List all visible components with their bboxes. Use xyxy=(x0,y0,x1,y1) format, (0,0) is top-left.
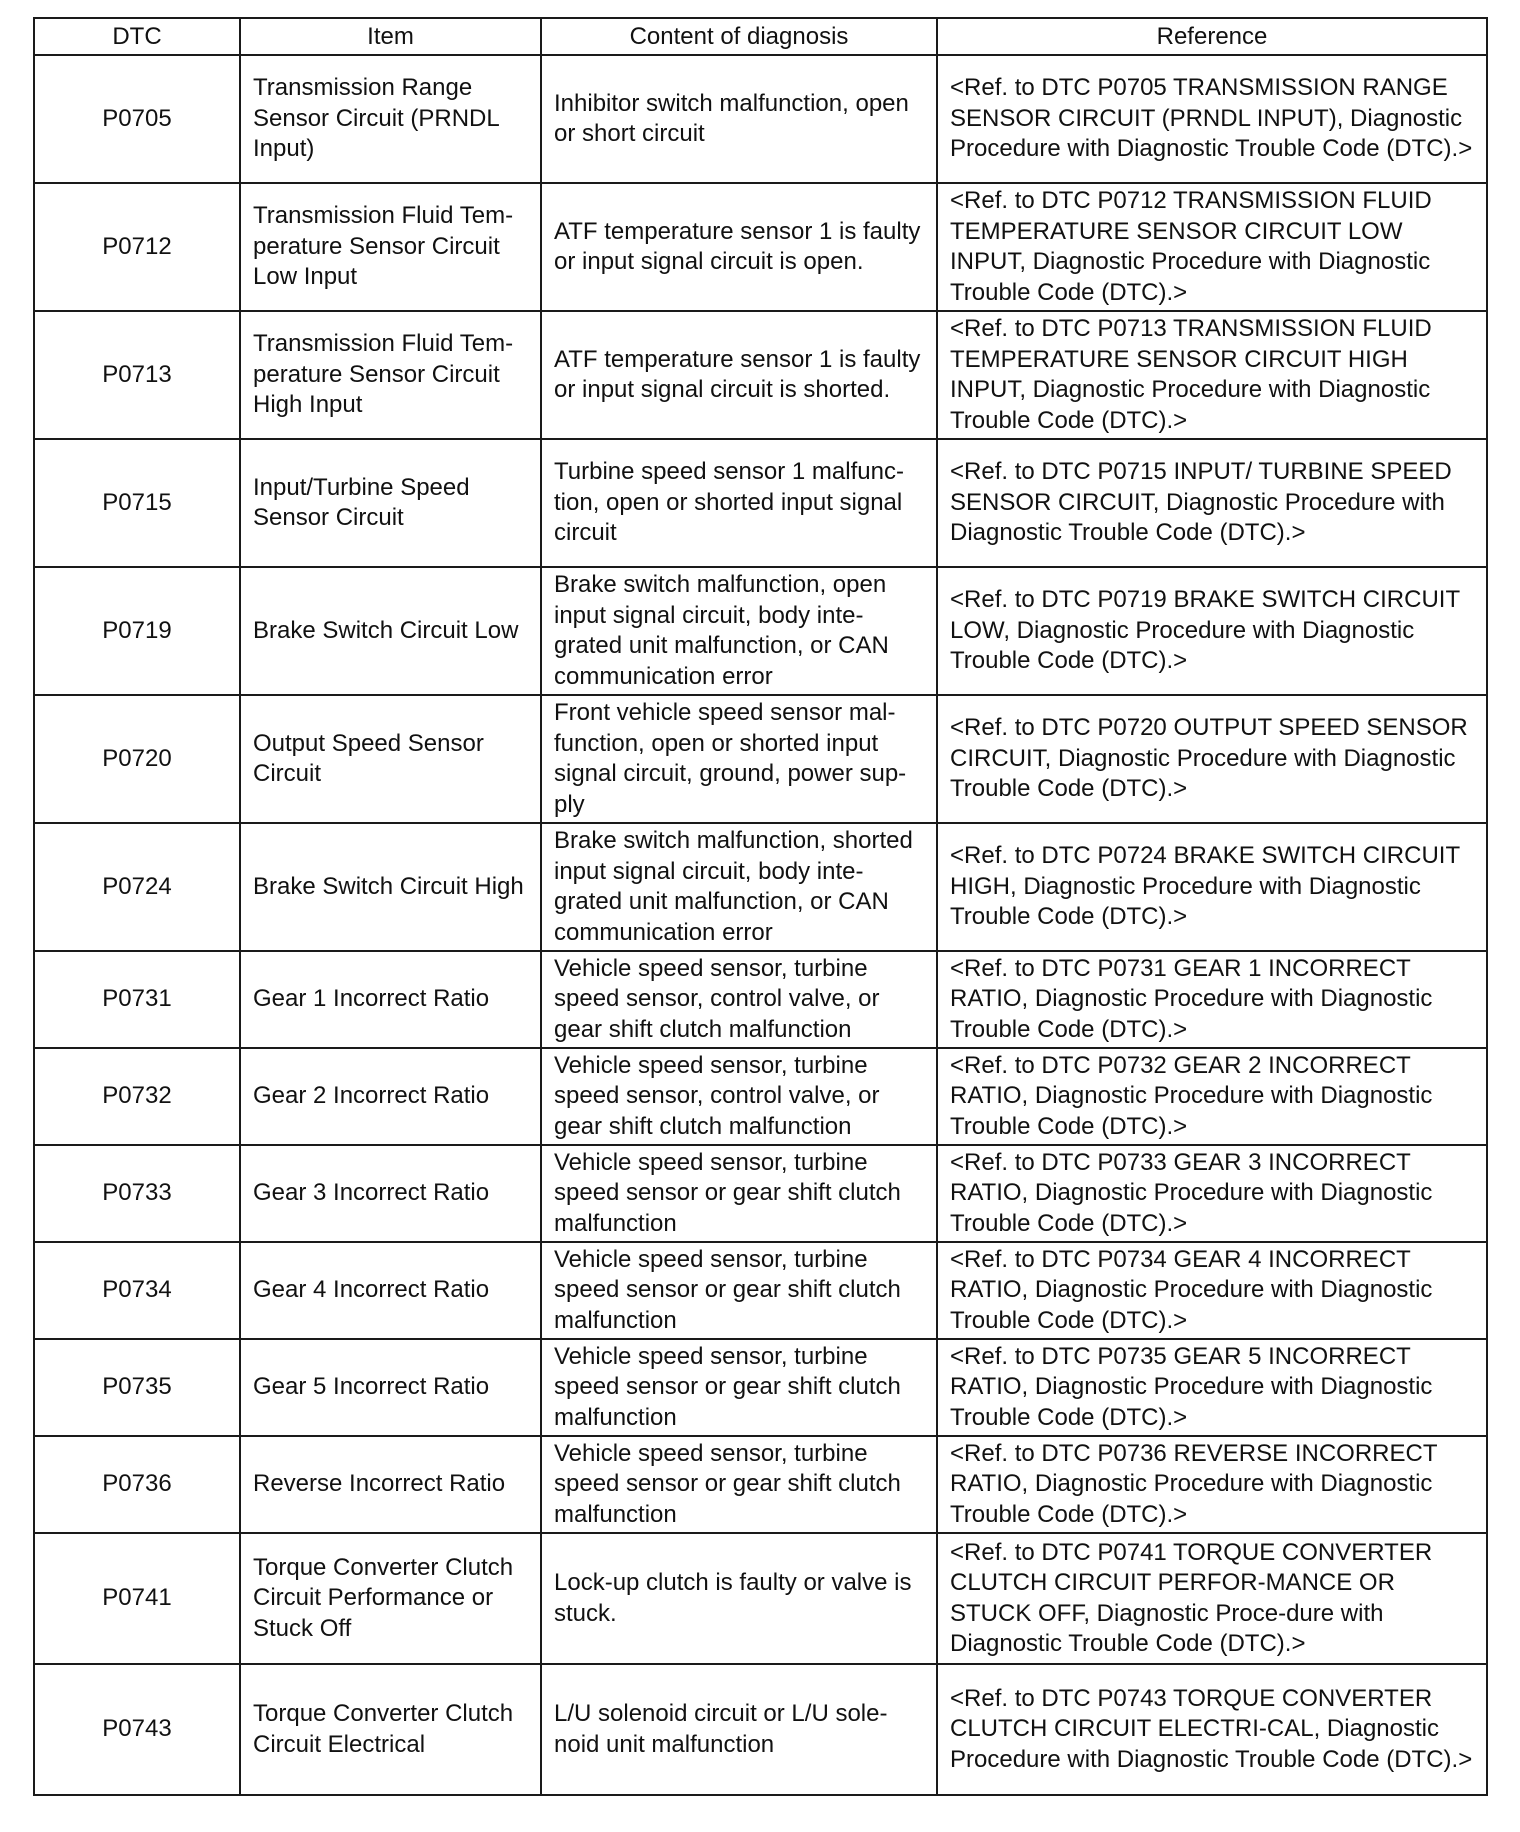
item-cell: Torque Converter Clutch Circuit Electrical xyxy=(240,1664,541,1795)
table-row xyxy=(34,1242,1487,1339)
dtc-code: P0735 xyxy=(34,1339,240,1436)
table-row xyxy=(34,823,1487,951)
content-cell: Vehicle speed sensor, turbine speed sensor or gear shift clutch malfunction xyxy=(541,1145,937,1242)
dtc-code: P0736 xyxy=(34,1436,240,1533)
content-cell: Brake switch malfunction, open input signal circuit, body inte-grated unit malfunction, or CAN communication error xyxy=(541,567,937,695)
table-row xyxy=(34,183,1487,311)
reference-cell: <Ref. to DTC P0734 GEAR 4 INCORRECT RATIO, Diagnostic Procedure with Diagnostic Trouble Code (DTC).> xyxy=(937,1242,1487,1339)
reference-cell: <Ref. to DTC P0732 GEAR 2 INCORRECT RATIO, Diagnostic Procedure with Diagnostic Trouble Code (DTC).> xyxy=(937,1048,1487,1145)
reference-cell: <Ref. to DTC P0712 TRANSMISSION FLUID TEMPERATURE SENSOR CIRCUIT LOW INPUT, Diagnostic Procedure with Diagnostic Trouble Code (DTC).> xyxy=(937,183,1487,311)
dtc-code: P0732 xyxy=(34,1048,240,1145)
content-cell: Vehicle speed sensor, turbine speed sensor or gear shift clutch malfunction xyxy=(541,1242,937,1339)
header-item: Item xyxy=(240,18,541,55)
item-cell: Transmission Fluid Tem-perature Sensor Circuit Low Input xyxy=(240,183,541,311)
item-cell: Input/Turbine Speed Sensor Circuit xyxy=(240,439,541,567)
content-cell: ATF temperature sensor 1 is faulty or input signal circuit is shorted. xyxy=(541,311,937,439)
item-cell: Gear 1 Incorrect Ratio xyxy=(240,951,541,1048)
content-cell: Brake switch malfunction, shorted input signal circuit, body inte-grated unit malfunction, or CAN communication error xyxy=(541,823,937,951)
reference-cell: <Ref. to DTC P0735 GEAR 5 INCORRECT RATIO, Diagnostic Procedure with Diagnostic Trouble Code (DTC).> xyxy=(937,1339,1487,1436)
content-cell: Vehicle speed sensor, turbine speed sensor, control valve, or gear shift clutch malfunction xyxy=(541,1048,937,1145)
table-row xyxy=(34,1664,1487,1795)
reference-cell: <Ref. to DTC P0733 GEAR 3 INCORRECT RATIO, Diagnostic Procedure with Diagnostic Trouble Code (DTC).> xyxy=(937,1145,1487,1242)
item-cell: Brake Switch Circuit High xyxy=(240,823,541,951)
item-cell: Brake Switch Circuit Low xyxy=(240,567,541,695)
header-row xyxy=(34,18,1487,55)
header-dtc: DTC xyxy=(34,18,240,55)
reference-cell: <Ref. to DTC P0724 BRAKE SWITCH CIRCUIT HIGH, Diagnostic Procedure with Diagnostic Trouble Code (DTC).> xyxy=(937,823,1487,951)
dtc-code: P0715 xyxy=(34,439,240,567)
item-cell: Output Speed Sensor Circuit xyxy=(240,695,541,823)
content-cell: L/U solenoid circuit or L/U sole-noid unit malfunction xyxy=(541,1664,937,1795)
item-cell: Transmission Fluid Tem-perature Sensor Circuit High Input xyxy=(240,311,541,439)
dtc-code: P0743 xyxy=(34,1664,240,1795)
dtc-code: P0733 xyxy=(34,1145,240,1242)
content-cell: Vehicle speed sensor, turbine speed sensor, control valve, or gear shift clutch malfunction xyxy=(541,951,937,1048)
item-cell: Gear 3 Incorrect Ratio xyxy=(240,1145,541,1242)
table-row xyxy=(34,1436,1487,1533)
table-row xyxy=(34,567,1487,695)
reference-cell: <Ref. to DTC P0736 REVERSE INCORRECT RATIO, Diagnostic Procedure with Diagnostic Trouble Code (DTC).> xyxy=(937,1436,1487,1533)
content-cell: Front vehicle speed sensor mal-function, open or shorted input signal circuit, ground, power sup-ply xyxy=(541,695,937,823)
reference-cell: <Ref. to DTC P0743 TORQUE CONVERTER CLUTCH CIRCUIT ELECTRI-CAL, Diagnostic Procedure with Diagnostic Trouble Code (DTC).> xyxy=(937,1664,1487,1795)
reference-cell: <Ref. to DTC P0720 OUTPUT SPEED SENSOR CIRCUIT, Diagnostic Procedure with Diagnostic Trouble Code (DTC).> xyxy=(937,695,1487,823)
dtc-code: P0731 xyxy=(34,951,240,1048)
item-cell: Transmission Range Sensor Circuit (PRNDL Input) xyxy=(240,55,541,183)
content-cell: Lock-up clutch is faulty or valve is stuck. xyxy=(541,1533,937,1664)
dtc-code: P0705 xyxy=(34,55,240,183)
dtc-table xyxy=(33,17,1488,1796)
content-cell: Turbine speed sensor 1 malfunc-tion, open or shorted input signal circuit xyxy=(541,439,937,567)
reference-cell: <Ref. to DTC P0715 INPUT/ TURBINE SPEED SENSOR CIRCUIT, Diagnostic Procedure with Diagnostic Trouble Code (DTC).> xyxy=(937,439,1487,567)
header-content: Content of diagnosis xyxy=(541,18,937,55)
reference-cell: <Ref. to DTC P0719 BRAKE SWITCH CIRCUIT LOW, Diagnostic Procedure with Diagnostic Trouble Code (DTC).> xyxy=(937,567,1487,695)
dtc-code: P0734 xyxy=(34,1242,240,1339)
document-page xyxy=(33,17,1486,1796)
item-cell: Gear 4 Incorrect Ratio xyxy=(240,1242,541,1339)
dtc-code: P0720 xyxy=(34,695,240,823)
table-row xyxy=(34,1048,1487,1145)
table-row xyxy=(34,1145,1487,1242)
dtc-code: P0741 xyxy=(34,1533,240,1664)
dtc-code: P0719 xyxy=(34,567,240,695)
reference-cell: <Ref. to DTC P0731 GEAR 1 INCORRECT RATIO, Diagnostic Procedure with Diagnostic Trouble Code (DTC).> xyxy=(937,951,1487,1048)
table-row xyxy=(34,55,1487,183)
reference-cell: <Ref. to DTC P0705 TRANSMISSION RANGE SENSOR CIRCUIT (PRNDL INPUT), Diagnostic Procedure with Diagnostic Trouble Code (DTC).> xyxy=(937,55,1487,183)
dtc-code: P0724 xyxy=(34,823,240,951)
content-cell: Vehicle speed sensor, turbine speed sensor or gear shift clutch malfunction xyxy=(541,1436,937,1533)
table-row xyxy=(34,951,1487,1048)
item-cell: Gear 5 Incorrect Ratio xyxy=(240,1339,541,1436)
item-cell: Gear 2 Incorrect Ratio xyxy=(240,1048,541,1145)
content-cell: Inhibitor switch malfunction, open or short circuit xyxy=(541,55,937,183)
content-cell: ATF temperature sensor 1 is faulty or input signal circuit is open. xyxy=(541,183,937,311)
table-row xyxy=(34,439,1487,567)
content-cell: Vehicle speed sensor, turbine speed sensor or gear shift clutch malfunction xyxy=(541,1339,937,1436)
header-reference: Reference xyxy=(937,18,1487,55)
dtc-code: P0713 xyxy=(34,311,240,439)
item-cell: Torque Converter Clutch Circuit Performance or Stuck Off xyxy=(240,1533,541,1664)
reference-cell: <Ref. to DTC P0713 TRANSMISSION FLUID TEMPERATURE SENSOR CIRCUIT HIGH INPUT, Diagnostic Procedure with Diagnostic Trouble Code (DTC).> xyxy=(937,311,1487,439)
table-row xyxy=(34,695,1487,823)
reference-cell: <Ref. to DTC P0741 TORQUE CONVERTER CLUTCH CIRCUIT PERFOR-MANCE OR STUCK OFF, Diagnostic Proce-dure with Diagnostic Trouble Code (DTC).> xyxy=(937,1533,1487,1664)
table-row xyxy=(34,1533,1487,1664)
item-cell: Reverse Incorrect Ratio xyxy=(240,1436,541,1533)
dtc-code: P0712 xyxy=(34,183,240,311)
table-row xyxy=(34,311,1487,439)
table-row xyxy=(34,1339,1487,1436)
